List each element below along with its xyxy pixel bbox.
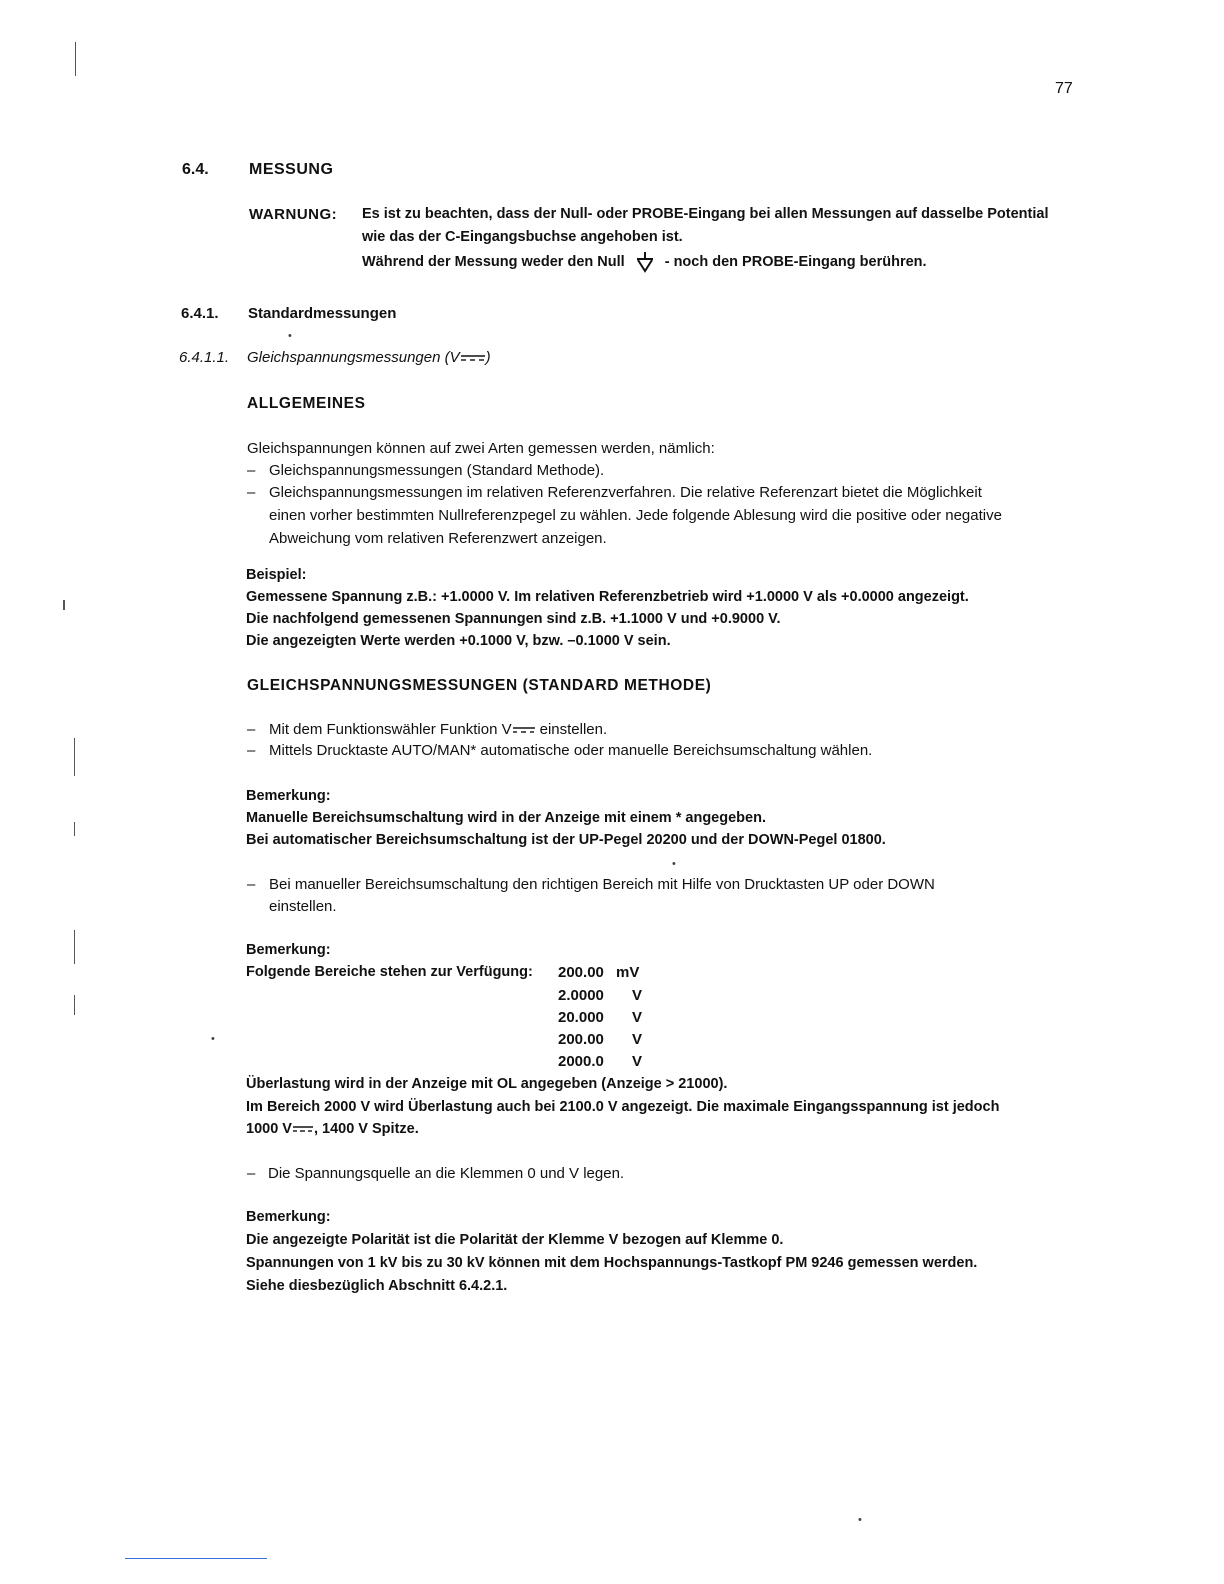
allgemeines-intro: Gleichspannungen können auf zwei Arten gemessen werden, nämlich:	[247, 440, 715, 457]
max-voltage-line-1: Im Bereich 2000 V wird Überlastung auch bei 2100.0 V angezeigt. Die maximale Eingangsspannung ist jedoch	[246, 1099, 1000, 1115]
scan-speck: •	[211, 1033, 215, 1045]
warning-label: WARNUNG:	[249, 206, 338, 223]
subsubsection-number: 6.4.1.1.	[179, 349, 230, 366]
list-dash: –	[247, 721, 256, 738]
scan-mark	[74, 738, 75, 776]
ground-symbol-icon	[635, 251, 655, 273]
bemerkung-2-label: Bemerkung:	[246, 942, 331, 958]
standard-item-1	[269, 721, 607, 738]
range-value: 200.00	[558, 964, 604, 981]
warning-line-2: wie das der C-Eingangsbuchse angehoben ist.	[362, 229, 683, 245]
standard-heading: GLEICHSPANNUNGSMESSUNGEN (STANDARD METHODE)	[247, 677, 712, 694]
page-number: 77	[1055, 80, 1073, 97]
standard-item-1-end: einstellen.	[539, 721, 608, 738]
range-unit: mV	[616, 964, 640, 981]
range-value: 20.000	[558, 1009, 604, 1026]
allgemeines-item-2-line-1: Gleichspannungsmessungen im relativen Referenzverfahren. Die relative Referenzart bietet die Möglichkeit	[269, 484, 982, 501]
beispiel-line-1: Gemessene Spannung z.B.: +1.0000 V. Im relativen Referenzbetrieb wird +1.0000 V als +0.0000 angezeigt.	[246, 589, 969, 605]
scan-speck: •	[672, 858, 676, 870]
section-title: MESSUNG	[249, 161, 334, 178]
standard-item-2: Mittels Drucktaste AUTO/MAN* automatische oder manuelle Bereichsumschaltung wählen.	[269, 742, 873, 759]
scan-mark	[74, 822, 75, 836]
list-dash: –	[247, 462, 256, 479]
max-voltage-start: 1000 V	[246, 1121, 292, 1137]
subsubsection-title	[247, 349, 491, 366]
allgemeines-item-2-line-2: einen vorher bestimmten Nullreferenzpegel zu wählen. Jede folgende Ablesung wird die positive oder negative	[269, 507, 1002, 524]
range-value: 200.00	[558, 1031, 604, 1048]
max-voltage-end: , 1400 V Spitze.	[313, 1121, 419, 1137]
scan-mark	[74, 930, 75, 964]
scan-mark	[63, 600, 65, 610]
ranges-label: Folgende Bereiche stehen zur Verfügung:	[246, 964, 533, 980]
warning-line-3-end: - noch den PROBE-Eingang berühren.	[664, 253, 927, 270]
subsubsection-title-text: Gleichspannungsmessungen (V	[247, 349, 460, 366]
range-unit: V	[632, 1009, 643, 1026]
standard-item-1-start: Mit dem Funktionswähler Funktion V	[269, 721, 512, 738]
warning-line-3-start: Während der Messung weder den Null	[362, 253, 625, 270]
range-value: 2000.0	[558, 1053, 604, 1070]
dc-symbol-icon	[512, 724, 536, 736]
range-unit: V	[632, 1031, 643, 1048]
bottom-link-rule	[125, 1558, 267, 1559]
range-unit: V	[632, 987, 643, 1004]
scan-speck: •	[288, 330, 292, 342]
manual-line-1: Bei manueller Bereichsumschaltung den richtigen Bereich mit Hilfe von Drucktasten UP oder DOWN	[269, 876, 935, 893]
dc-symbol-icon	[460, 352, 486, 364]
bemerkung-3-line-3: Siehe diesbezüglich Abschnitt 6.4.2.1.	[246, 1278, 508, 1294]
range-value: 2.0000	[558, 987, 604, 1004]
bemerkung-1-line-1: Manuelle Bereichsumschaltung wird in der Anzeige mit einem * angegeben.	[246, 810, 766, 826]
overload-note: Überlastung wird in der Anzeige mit OL angegeben (Anzeige > 21000).	[246, 1076, 728, 1092]
section-number: 6.4.	[182, 161, 209, 178]
bemerkung-3-line-2: Spannungen von 1 kV bis zu 30 kV können mit dem Hochspannungs-Tastkopf PM 9246 gemessen werden.	[246, 1255, 978, 1271]
subsection-title: Standardmessungen	[248, 305, 397, 322]
beispiel-label: Beispiel:	[246, 567, 307, 583]
voltage-source-instruction: Die Spannungsquelle an die Klemmen 0 und V legen.	[268, 1165, 625, 1182]
bemerkung-3-line-1: Die angezeigte Polarität ist die Polarität der Klemme V bezogen auf Klemme 0.	[246, 1232, 784, 1248]
bemerkung-1-line-2: Bei automatischer Bereichsumschaltung ist der UP-Pegel 20200 und der DOWN-Pegel 01800.	[246, 832, 886, 848]
range-unit: V	[632, 1053, 643, 1070]
warning-line-3	[362, 251, 927, 273]
allgemeines-heading: ALLGEMEINES	[247, 395, 366, 412]
allgemeines-item-1: Gleichspannungsmessungen (Standard Methode).	[269, 462, 605, 479]
list-dash: –	[247, 1165, 256, 1182]
dc-symbol-icon	[292, 1123, 314, 1135]
manual-line-2: einstellen.	[269, 898, 337, 915]
list-dash: –	[247, 742, 256, 759]
scan-mark	[75, 42, 76, 76]
allgemeines-item-2-line-3: Abweichung vom relativen Referenzwert anzeigen.	[269, 530, 607, 547]
subsubsection-title-end: )	[485, 349, 491, 366]
bemerkung-1-label: Bemerkung:	[246, 788, 331, 804]
beispiel-line-2: Die nachfolgend gemessenen Spannungen sind z.B. +1.1000 V und +0.9000 V.	[246, 611, 781, 627]
list-dash: –	[247, 876, 256, 893]
subsection-number: 6.4.1.	[181, 305, 219, 322]
scan-mark	[74, 995, 75, 1015]
bemerkung-3-label: Bemerkung:	[246, 1209, 331, 1225]
max-voltage-line-2	[246, 1121, 419, 1137]
scan-speck: •	[858, 1514, 862, 1526]
warning-line-1: Es ist zu beachten, dass der Null- oder PROBE-Eingang bei allen Messungen auf dasselbe Potential	[362, 206, 1049, 222]
beispiel-line-3: Die angezeigten Werte werden +0.1000 V, bzw. –0.1000 V sein.	[246, 633, 671, 649]
list-dash: –	[247, 484, 256, 501]
